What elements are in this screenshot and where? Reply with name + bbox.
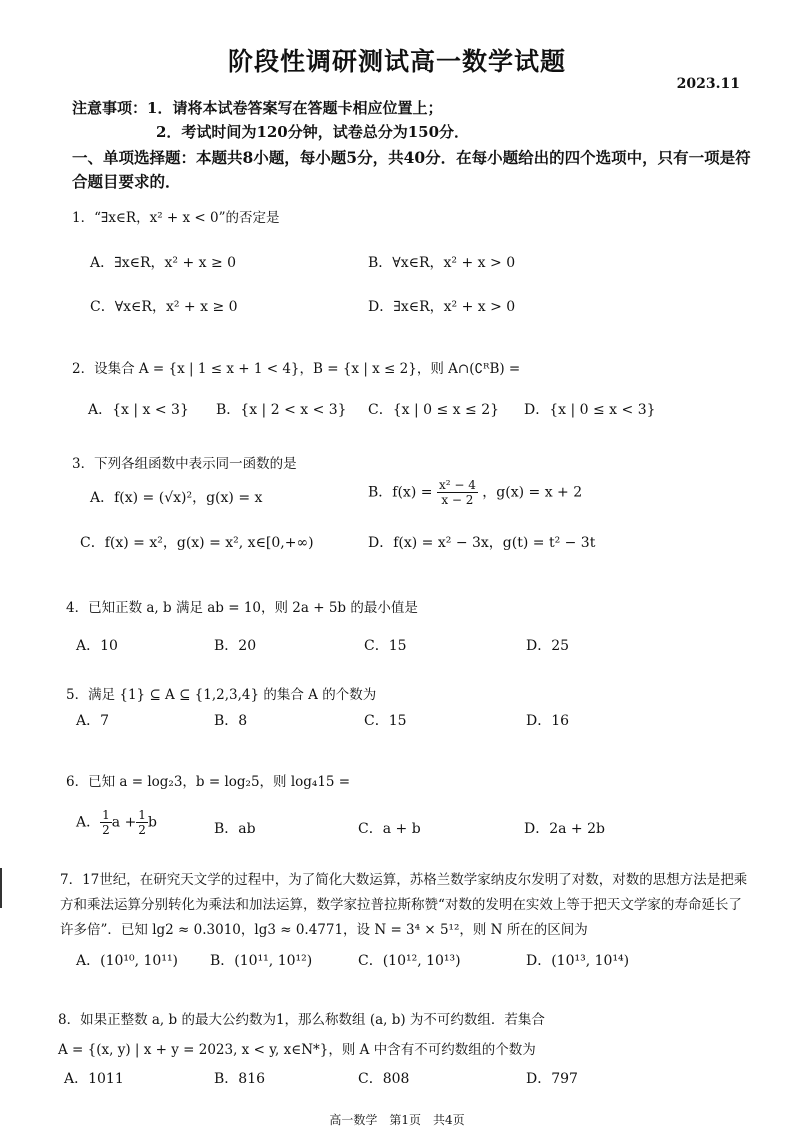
question-stem-7: 7．17世纪，在研究天文学的过程中，为了简化大数运算，苏格兰数学家纳皮尔发明了对数，对数的思想方法是把乘方和乘法运算分别转化为乘法和加法运算，数学家拉普拉斯称赞“对数的发明在实效上等于把天文学家的寿命延长了许多倍”．已知 lg2 ≈ 0.3010，lg3 ≈ 0.4771，设 N = 3⁴ × 5¹²，则 N 所在的区间为 <box>60 872 748 938</box>
note-item: 1．请将本试卷答案写在答题卡相应位置上； <box>147 99 443 117</box>
notes-label: 注意事项： <box>72 99 148 117</box>
option-6c: C．a + b <box>358 821 421 837</box>
option-6a-mid: a + <box>111 814 137 831</box>
question-stem-3: 3．下列各组函数中表示同一函数的是 <box>72 456 297 472</box>
option-4b: B．20 <box>214 638 257 654</box>
option-3b-suffix: ，g(x) = x + 2 <box>482 484 583 501</box>
option-2d: D．{x | 0 ≤ x < 3} <box>524 402 656 418</box>
option-2a: A．{x | x < 3} <box>88 402 189 418</box>
option-3a: A．f(x) = (√x)²，g(x) = x <box>90 490 263 506</box>
option-3b <box>368 478 582 507</box>
option-3c: C．f(x) = x²，g(x) = x², x∈[0,+∞) <box>80 535 314 551</box>
fraction <box>136 808 148 837</box>
question-stem-2: 2．设集合 A = {x | 1 ≤ x + 1 < 4}，B = {x | x ≤ 2}，则 A∩(∁ᴿB) = <box>72 361 521 377</box>
fraction-denominator: 2 <box>102 823 110 837</box>
question-stem-6: 6．已知 a = log₂3，b = log₂5，则 log₄15 = <box>66 774 351 790</box>
option-1c: C．∀x∈R，x² + x ≥ 0 <box>90 299 238 315</box>
option-8a: A．1011 <box>64 1071 124 1087</box>
question-stem-1: 1．“∃x∈R，x² + x < 0”的否定是 <box>72 210 280 226</box>
option-5d: D．16 <box>526 713 570 729</box>
option-1d: D．∃x∈R，x² + x > 0 <box>368 299 516 315</box>
question-stem-8: 8．如果正整数 a, b 的最大公约数为1，那么称数组 (a, b) 为不可约数组．若集合 <box>58 1012 545 1028</box>
fraction-numerator: 1 <box>102 808 110 822</box>
option-6d: D．2a + 2b <box>524 821 605 837</box>
option-6b: B．ab <box>214 821 256 837</box>
option-5b: B．8 <box>214 713 248 729</box>
option-2c: C．{x | 0 ≤ x ≤ 2} <box>368 402 500 418</box>
fraction-denominator: 2 <box>138 823 146 837</box>
option-7d: D．(10¹³, 10¹⁴) <box>526 953 630 969</box>
fraction <box>100 808 112 837</box>
option-4a: A．10 <box>76 638 118 654</box>
option-8c: C．808 <box>358 1071 410 1087</box>
option-4c: C．15 <box>364 638 407 654</box>
option-1b: B．∀x∈R，x² + x > 0 <box>368 255 516 271</box>
fraction-numerator: x² − 4 <box>438 478 476 492</box>
fraction <box>437 478 478 507</box>
option-8b: B．816 <box>214 1071 266 1087</box>
fraction-denominator: x − 2 <box>441 493 474 507</box>
option-7a: A．(10¹⁰, 10¹¹) <box>76 953 179 969</box>
option-8d: D．797 <box>526 1071 578 1087</box>
option-2b: B．{x | 2 < x < 3} <box>216 402 347 418</box>
option-1a: A．∃x∈R，x² + x ≥ 0 <box>90 255 237 271</box>
notes-row-2 <box>72 120 469 144</box>
option-5c: C．15 <box>364 713 407 729</box>
page-title: 阶段性调研测试高一数学试题 <box>227 47 566 76</box>
option-7c: C．(10¹², 10¹³) <box>358 953 461 969</box>
scan-edge-mark <box>0 868 8 908</box>
exam-date: 2023.11 <box>676 76 740 92</box>
option-6a-tail: b <box>147 814 157 831</box>
option-3b-prefix: B．f(x) = <box>368 484 433 501</box>
question-stem-5: 5．满足 {1} ⊆ A ⊆ {1,2,3,4} 的集合 A 的个数为 <box>66 687 377 703</box>
option-6a-label: A． <box>76 814 101 831</box>
note-item: 2．考试时间为120分钟，试卷总分为150分． <box>156 123 470 141</box>
option-3d: D．f(x) = x² − 3x，g(t) = t² − 3t <box>368 535 596 551</box>
notes-row-1 <box>72 96 469 120</box>
page-footer: 高一数学 第1页 共4页 <box>329 1113 465 1127</box>
fraction-numerator: 1 <box>138 808 146 822</box>
option-4d: D．25 <box>526 638 570 654</box>
option-7b: B．(10¹¹, 10¹²) <box>210 953 313 969</box>
option-5a: A．7 <box>76 713 110 729</box>
option-6a <box>76 808 157 837</box>
section-heading: 一、单项选择题：本题共8小题，每小题5分，共40分．在每小题给出的四个选项中，只有一项是符合题目要求的． <box>72 148 751 191</box>
question-stem-4: 4．已知正数 a, b 满足 ab = 10，则 2a + 5b 的最小值是 <box>66 600 418 616</box>
question-stem-8-line2: A = {(x, y) | x + y = 2023, x < y, x∈N*}，则 A 中含有不可约数组的个数为 <box>58 1042 536 1058</box>
notes-block <box>72 96 469 144</box>
